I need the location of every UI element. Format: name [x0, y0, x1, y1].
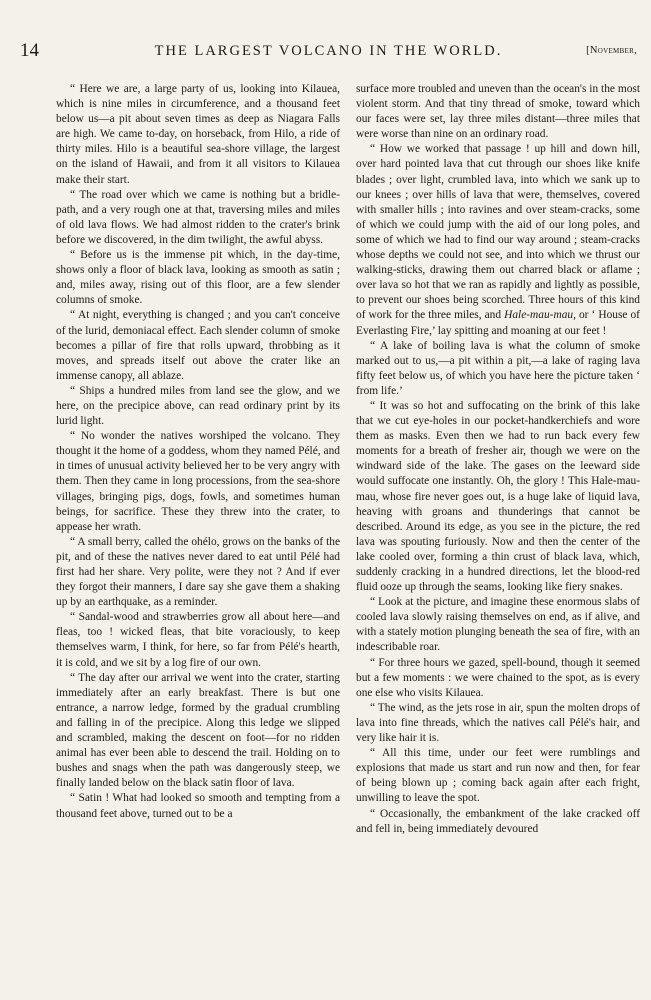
column-right	[356, 82, 640, 994]
running-title: THE LARGEST VOLCANO IN THE WORLD.	[154, 43, 503, 59]
issue-month: [November,	[586, 45, 637, 56]
paragraph: “ The road over which we came is nothing but a bridle-path, and a very rough one at that, traversing miles and miles of old lava flows. We had almost ridden to the crater's brink before we discovered, in the dim twilight, the awful abyss.	[56, 188, 340, 246]
running-header	[20, 40, 637, 66]
paragraph: “ The day after our arrival we went into the crater, starting immediately after an early breakfast. There is but one entrance, a narrow ledge, formed by the gradual crumbling and falling in of the precipice. Along this ledge we slipped and scrambled, making the descent on foot—for no ridden animal has ever been able to descend the trail. Holding on to bushes and snags when the path was dangerously steep, we finally landed below on the black satin floor of lava.	[56, 671, 340, 790]
paragraph-continued: surface more troubled and uneven than the ocean's in the most violent storm. And that tiny thread of smoke, toward which our faces were set, lay three miles distant—three miles that were worse than nine on an ordinary road.	[356, 83, 640, 141]
paragraph-text: “ How we worked that passage ! up hill and down hill, over hard pointed lava that cut through our shoes like knife blades ; over light, crumbled lava, into which we sank up to our knees ; over hills of lava that were, themselves, covered with smaller hills ; into ravines and over steam-cracks, some of which we could jump with the aid of our long poles, and some of which we had to find our way around ; steam-cracks whose depths we could not see, and into which we thrust our walking-sticks, drawing them out charred black or aflame ; over lava so hot that we ran as rapidly and lightly as possible, to prevent our shoes being scorched. Three hours of this kind of work for the three miles, and	[356, 143, 640, 322]
paragraph-text: or ‘ House of Everlasting Fire,’ lay spitting and moaning at our feet !	[356, 309, 640, 337]
paragraph: “ No wonder the natives worshiped the volcano. They thought it the home of a goddess, whom they named Pélé, and in times of unusual activity believed her to be very angry with them. Then they came in long processions, from the sea-shore villages, bringing pigs, dogs, fowls, and sometimes human beings, for sacrifice. These they threw into the crater, to appease her wrath.	[56, 430, 340, 533]
page-number: 14	[20, 40, 39, 61]
paragraph: “ At night, everything is changed ; and you can't conceive of the lurid, demoniacal effect. Each slender column of smoke becomes a pillar of fire that rolls upward, throbbing as it moves, and spreads itself out above the crater like an immense canopy, all ablaze.	[56, 309, 340, 382]
column-left	[56, 82, 340, 994]
paragraph: “ Ships a hundred miles from land see the glow, and we here, on the precipice above, can read ordinary print by its lurid light.	[56, 384, 340, 428]
paragraph: “ It was so hot and suffocating on the brink of this lake that we cut eye-holes in our pocket-handkerchiefs and wore them as masks. Even then we had to run back every few moments for a breath of fresher air, though we were on the windward side of the lake. The gases on the leeward side would suffocate one instantly. Oh, the glory ! This Hale-mau-mau, whose fire never goes out, is a huge lake of liquid lava, heaving with groans and thunderings that cannot be described. Around its edge, as you see in the picture, the red lava was spouting furiously. Now and then the center of the lake cooled over, forming a thin crust of black lava, which, suddenly cracking in a hundred directions, let the blood-red fluid ooze up through the seams, looking like fiery snakes.	[356, 399, 640, 594]
paragraph: “ Satin ! What had looked so smooth and tempting from a thousand feet above, turned out to be a	[56, 792, 340, 820]
italic-place-name: Hale-mau-mau,	[504, 309, 576, 322]
paragraph: “ Before us is the immense pit which, in the day-time, shows only a floor of black lava, looking as smooth as satin ; and, miles away, rising out of this floor, are a few slender columns of smoke.	[56, 249, 340, 307]
paragraph	[356, 142, 640, 338]
paragraph: “ All this time, under our feet were rumblings and explosions that made us start and run now and then, for fear of being blown up ; coming back again after each fright, unwilling to leave the spot.	[356, 747, 640, 805]
paragraph: “ Sandal-wood and strawberries grow all about here—and fleas, too ! wicked fleas, that bite voraciously, to keep themselves warm, I think, for here, so far from Pélé's hearth, it is cold, and we sit by a log fire of our own.	[56, 611, 340, 669]
paragraph: “ Occasionally, the embankment of the lake cracked off and fell in, being immediately devoured	[356, 807, 640, 835]
paragraph: “ A small berry, called the ohélo, grows on the banks of the pit, and of these the natives never dared to eat until Pélé had first had her share. Very polite, were they not ? And if ever they forgot their manners, I dare say she gave them a shaking up by an earthquake, as a reminder.	[56, 535, 340, 609]
paragraph: “ A lake of boiling lava is what the column of smoke marked out to us,—a pit within a pit,—a lake of raging lava fifty feet below us, of which you have here the picture taken ‘ from life.’	[356, 339, 640, 397]
text-columns	[56, 82, 640, 994]
paragraph: “ Here we are, a large party of us, looking into Kilauea, which is nine miles in circumference, and a thousand feet below us—a pit about seven times as deep as Niagara Falls are high. We came to-day, on horseback, from Hilo, a ride of thirty miles. Hilo is a beautiful sea-shore village, the largest on the island of Hawaii, and from it all visitors to Kilauea make their start.	[56, 83, 340, 186]
paragraph: “ Look at the picture, and imagine these enormous slabs of cooled lava slowly raising themselves on end, as if alive, and with a stately motion plunging beneath the sea of fire, with an indescribable roar.	[356, 596, 640, 654]
paragraph: “ The wind, as the jets rose in air, spun the molten drops of lava into fine threads, which the natives call Pélé's hair, and very like hair it is.	[356, 701, 640, 745]
paragraph: “ For three hours we gazed, spell-bound, though it seemed but a few moments : we were chained to the spot, as is every one else who visits Kilauea.	[356, 656, 640, 699]
